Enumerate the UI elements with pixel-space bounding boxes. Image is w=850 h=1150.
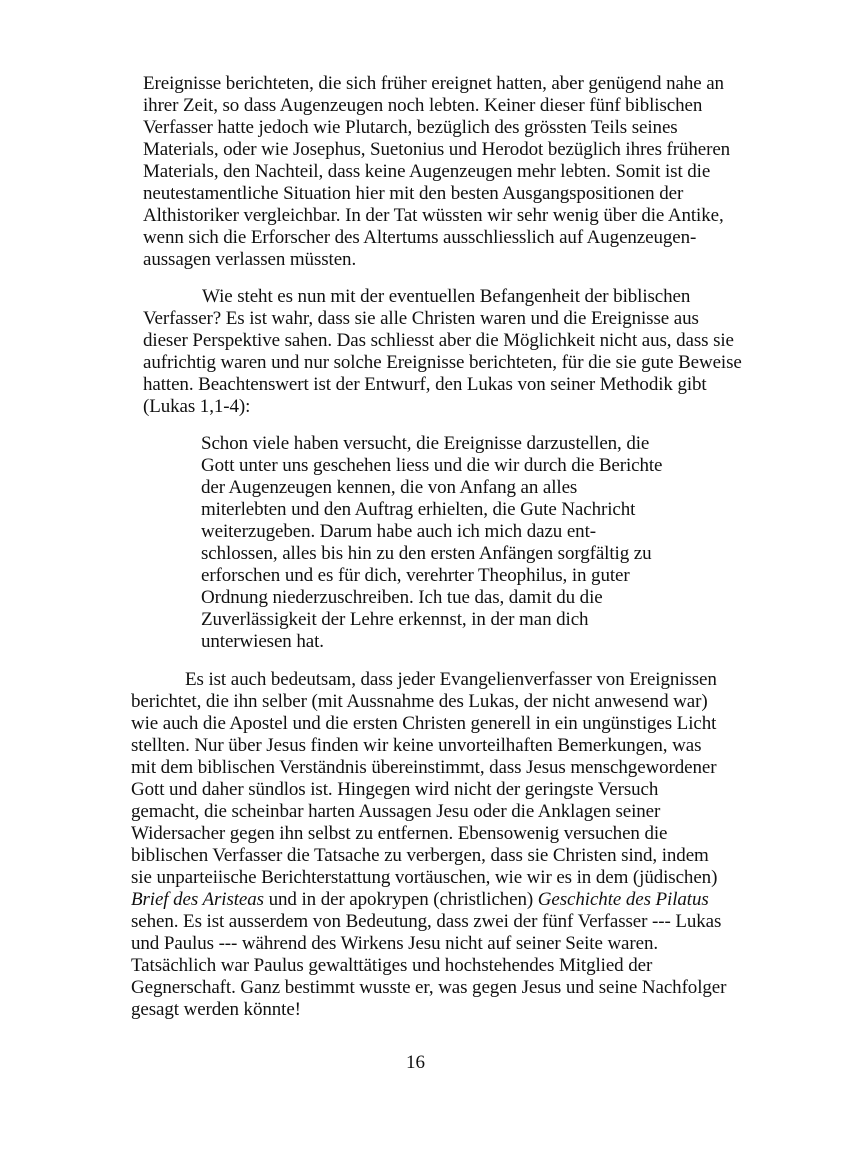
book-title-aristeas: Brief des Aristeas [131, 889, 264, 910]
text-line: Gegnerschaft. Ganz bestimmt wusste er, was gegen Jesus und seine Nachfolger [131, 977, 727, 998]
quote-line: Ordnung niederzuschreiben. Ich tue das, damit du die [201, 587, 603, 608]
text-line: Wie steht es nun mit der eventuellen Befangenheit der biblischen [202, 286, 691, 307]
text-fragment: und in der apokrypen (christlichen) [263, 889, 538, 910]
quote-line: miterlebten und den Auftrag erhielten, die Gute Nachricht [201, 499, 636, 520]
quote-line: weiterzugeben. Darum habe auch ich mich dazu ent- [201, 521, 596, 542]
text-line: und Paulus --- während des Wirkens Jesu nicht auf seiner Seite waren. [131, 933, 659, 954]
quote-line: Schon viele haben versucht, die Ereignisse darzustellen, die [201, 433, 650, 454]
quote-line: der Augenzeugen kennen, die von Anfang an alles [201, 477, 578, 498]
quote-line: Zuverlässigkeit der Lehre erkennst, in der man dich [201, 609, 589, 630]
text-line: sehen. Es ist ausserdem von Bedeutung, dass zwei der fünf Verfasser --- Lukas [131, 911, 722, 932]
text-line: Verfasser hatte jedoch wie Plutarch, bezüglich des grössten Teils seines [143, 117, 678, 138]
text-line: wenn sich die Erforscher des Altertums ausschliesslich auf Augenzeugen- [143, 227, 697, 248]
book-title-pilatus: Geschichte des Pilatus [537, 889, 709, 910]
text-line: Althistoriker vergleichbar. In der Tat wüssten wir sehr wenig über die Antike, [143, 205, 724, 226]
text-line: gemacht, die scheinbar harten Aussagen Jesu oder die Anklagen seiner [131, 801, 661, 822]
text-line: Materials, oder wie Josephus, Suetonius und Herodot bezüglich ihres früheren [143, 139, 731, 160]
quote-line: schlossen, alles bis hin zu den ersten Anfängen sorgfältig zu [201, 543, 652, 564]
text-line: wie auch die Apostel und die ersten Christen generell in ein ungünstiges Licht [131, 713, 717, 734]
text-line: neutestamentliche Situation hier mit den besten Ausgangspositionen der [143, 183, 684, 204]
text-line: gesagt werden könnte! [131, 999, 301, 1020]
page-number: 16 [406, 1052, 425, 1073]
text-line-with-titles [131, 889, 709, 911]
text-line: aufrichtig waren und nur solche Ereignisse berichteten, für die sie gute Beweise [143, 352, 742, 373]
text-line: (Lukas 1,1-4): [143, 396, 251, 417]
text-line: sie unparteiische Berichterstattung vortäuschen, wie wir es in dem (jüdischen) [131, 867, 718, 888]
text-line: dieser Perspektive sahen. Das schliesst aber die Möglichkeit nicht aus, dass sie [143, 330, 734, 351]
text-line: Gott und daher sündlos ist. Hingegen wird nicht der geringste Versuch [131, 779, 659, 800]
text-line: Es ist auch bedeutsam, dass jeder Evangelienverfasser von Ereignissen [185, 669, 717, 690]
text-line: Verfasser? Es ist wahr, dass sie alle Christen waren und die Ereignisse aus [143, 308, 699, 329]
text-line: Tatsächlich war Paulus gewalttätiges und hochstehendes Mitglied der [131, 955, 653, 976]
text-line: Widersacher gegen ihn selbst zu entfernen. Ebensowenig versuchen die [131, 823, 668, 844]
text-line: hatten. Beachtenswert ist der Entwurf, den Lukas von seiner Methodik gibt [143, 374, 707, 395]
quote-line: erforschen und es für dich, verehrter Theophilus, in guter [201, 565, 630, 586]
quote-line: Gott unter uns geschehen liess und die wir durch die Berichte [201, 455, 663, 476]
quote-line: unterwiesen hat. [201, 631, 324, 652]
text-line: Materials, den Nachteil, dass keine Augenzeugen mehr lebten. Somit ist die [143, 161, 711, 182]
text-line: stellten. Nur über Jesus finden wir keine unvorteilhaften Bemerkungen, was [131, 735, 702, 756]
text-line: Ereignisse berichteten, die sich früher ereignet hatten, aber genügend nahe an [143, 73, 724, 94]
text-line: berichtet, die ihn selber (mit Aussnahme des Lukas, der nicht anwesend war) [131, 691, 708, 712]
text-line: mit dem biblischen Verständnis übereinstimmt, dass Jesus menschgewordener [131, 757, 717, 778]
text-line: ihrer Zeit, so dass Augenzeugen noch lebten. Keiner dieser fünf biblischen [143, 95, 703, 116]
text-line: biblischen Verfasser die Tatsache zu verbergen, dass sie Christen sind, indem [131, 845, 709, 866]
text-line: aussagen verlassen müssten. [143, 249, 357, 270]
